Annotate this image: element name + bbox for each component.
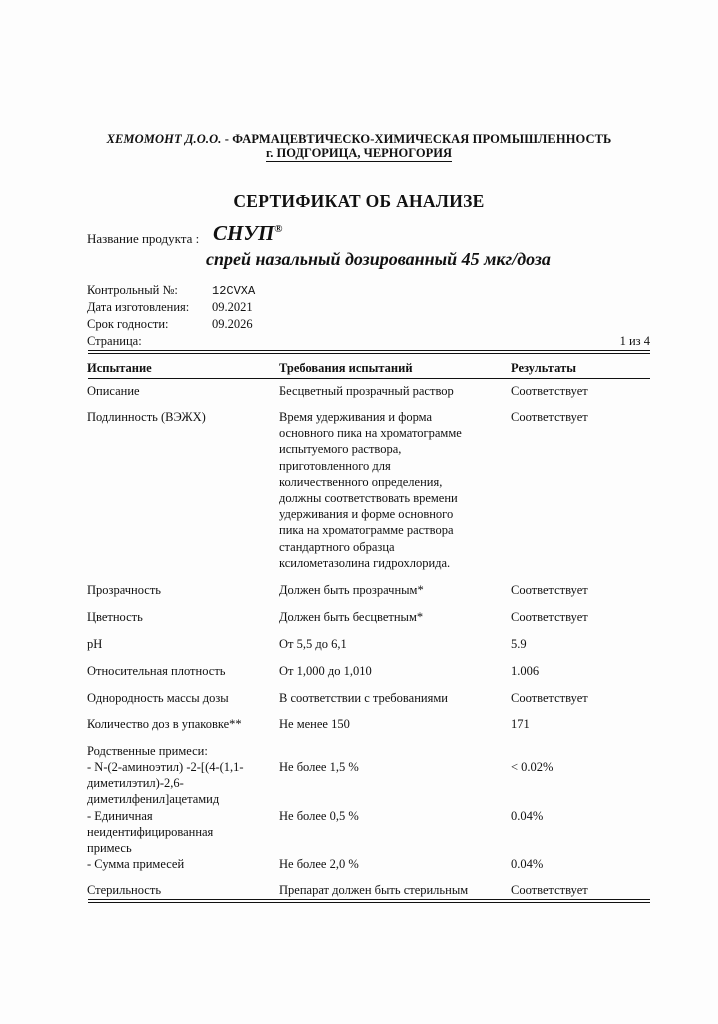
row-4-req: От 5,5 до 6,1	[279, 637, 347, 651]
product-description: спрей назальный дозированный 45 мкг/доза	[206, 249, 551, 269]
company-location	[0, 146, 718, 161]
row-3-req: Должен быть бесцветным*	[279, 610, 424, 624]
row-4-test: pH	[87, 637, 103, 651]
page-label: Страница:	[87, 334, 142, 348]
expiry-label: Срок годности:	[87, 317, 169, 331]
control-number-label: Контрольный №:	[87, 283, 178, 297]
header-bottom-rule	[88, 378, 650, 379]
row-5-req: От 1,000 до 1,010	[279, 664, 372, 678]
header-requirements: Требования испытаний	[279, 361, 413, 375]
row-10-test: - Единичная неидентифицированная примесь	[87, 809, 214, 855]
company-header	[0, 132, 718, 147]
row-0-res: Соответствует	[511, 384, 588, 398]
row-11-req: Не более 2,0 %	[279, 857, 359, 871]
registered-mark: ®	[274, 223, 283, 235]
header-test: Испытание	[87, 361, 152, 375]
row-12-req: Препарат должен быть стерильным	[279, 883, 469, 897]
row-2-test: Прозрачность	[87, 583, 162, 597]
manufactured-value: 09.2021	[212, 300, 253, 314]
row-2-res: Соответствует	[511, 583, 588, 597]
expiry-value: 09.2026	[212, 317, 253, 331]
manufactured-label: Дата изготовления:	[87, 300, 190, 314]
row-1-test: Подлинность (ВЭЖХ)	[87, 410, 206, 424]
company-industry: - ФАРМАЦЕВТИЧЕСКО-ХИМИЧЕСКАЯ ПРОМЫШЛЕННОСТЬ	[221, 132, 612, 146]
table-top-rule	[88, 350, 650, 351]
row-0-req: Бесцветный прозрачный раствор	[279, 384, 454, 398]
row-7-res: 171	[511, 717, 530, 731]
row-1-res: Соответствует	[511, 410, 588, 424]
row-12-test: Стерильность	[87, 883, 162, 897]
row-12-res: Соответствует	[511, 883, 588, 897]
product-label: Название продукта :	[87, 231, 200, 246]
row-6-res: Соответствует	[511, 691, 588, 705]
row-9-res: < 0.02%	[511, 760, 554, 774]
row-8-test: Родственные примеси:	[87, 744, 208, 758]
company-location-text: г. ПОДГОРИЦА, ЧЕРНОГОРИЯ	[265, 146, 452, 160]
row-4-res: 5.9	[511, 637, 527, 651]
row-6-test: Однородность массы дозы	[87, 691, 229, 705]
row-9-req: Не более 1,5 %	[279, 760, 359, 774]
row-11-res: 0.04%	[511, 857, 544, 871]
row-11-test: - Сумма примесей	[87, 857, 185, 871]
row-7-test: Количество доз в упаковке**	[87, 717, 242, 731]
document-title: СЕРТИФИКАТ ОБ АНАЛИЗЕ	[233, 191, 485, 211]
row-6-req: В соответствии с требованиями	[279, 691, 448, 705]
row-10-res: 0.04%	[511, 809, 544, 823]
row-0-test: Описание	[87, 384, 140, 398]
table-bottom-rule	[88, 899, 650, 900]
row-5-res: 1.006	[511, 664, 540, 678]
page-value: 1 из 4	[619, 334, 650, 348]
product-name	[213, 221, 283, 246]
table-top-rule-2	[88, 353, 650, 354]
row-3-res: Соответствует	[511, 610, 588, 624]
control-number-value: 12CVXA	[212, 284, 256, 298]
header-results: Результаты	[511, 361, 576, 375]
row-7-req: Не менее 150	[279, 717, 350, 731]
product-name-text: СНУП	[213, 221, 275, 245]
row-10-req: Не более 0,5 %	[279, 809, 359, 823]
row-2-req: Должен быть прозрачным*	[279, 583, 424, 597]
row-9-test: - N-(2-аминоэтил) -2-[(4-(1,1- диметилэтил)-2,6- диметилфенил]ацетамид	[87, 760, 244, 806]
table-bottom-rule-2	[88, 902, 650, 903]
row-1-req: Время удерживания и форма основного пика на хроматограмме испытуемого раствора, приготовленного для количественного определения, должны соответствовать времени удерживания и форме основного пика на хроматограмме раствора стандартного образца ксилометазолина гидрохлорида.	[279, 410, 462, 570]
row-3-test: Цветность	[87, 610, 143, 624]
row-5-test: Относительная плотность	[87, 664, 226, 678]
company-name: ХЕМОМОНТ Д.О.О.	[106, 132, 222, 146]
